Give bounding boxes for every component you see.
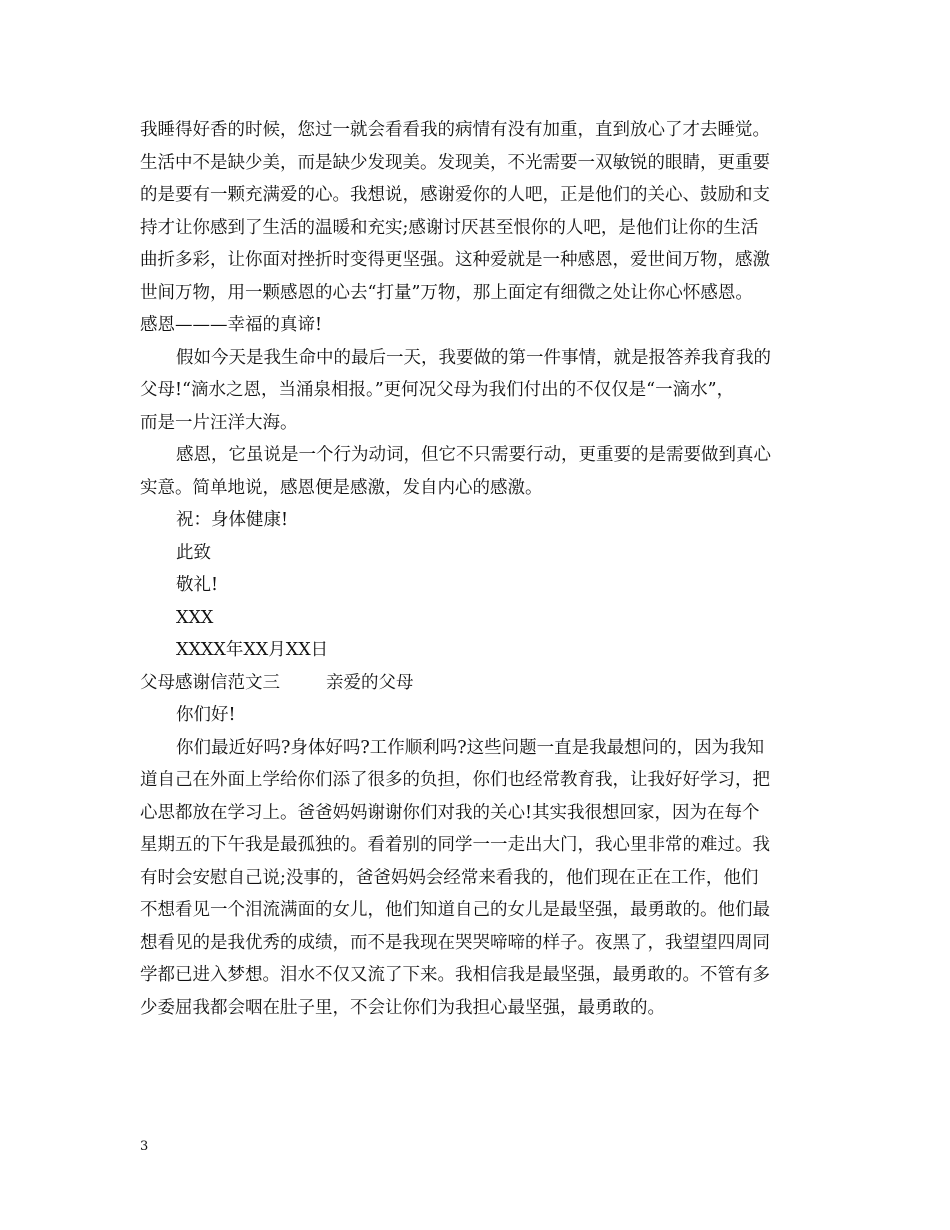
paragraph-line: 心思都放在学习上。爸爸妈妈谢谢你们对我的关心!其实我很想回家，因为在每个 (140, 802, 760, 823)
paragraph-line: 你们好! (176, 705, 236, 725)
section-title: 父母感谢信范文三 (140, 672, 280, 693)
paragraph-line: 敬礼! (176, 575, 219, 595)
paragraph-line: 父母!“滴水之恩，当涌泉相报。”更何况父母为我们付出的不仅仅是“一滴水”， (140, 380, 735, 400)
letter-two-block (140, 114, 828, 667)
paragraph-line: 星期五的下午我是最孤独的。看着别的同学一一走出大门，我心里非常的难过。我 (140, 835, 770, 855)
paragraph-line: 的是要有一颗充满爱的心。我想说，感谢爱你的人吧，正是他们的关心、鼓励和支 (140, 185, 770, 205)
paragraph-line: 曲折多彩，让你面对挫折时变得更坚强。这种爱就是一种感恩，爱世间万物，感激 (140, 250, 770, 270)
paragraph-line: 不想看见一个泪流满面的女儿，他们知道自己的女儿是最坚强，最勇敢的。他们最 (140, 900, 770, 920)
section-heading (140, 667, 828, 700)
paragraph-line: XXXX年XX月XX日 (176, 640, 329, 660)
paragraph-line: 祝：身体健康! (176, 510, 289, 530)
paragraph-line: 道自己在外面上学给你们添了很多的负担，你们也经常教育我，让我好好学习，把 (140, 770, 770, 790)
paragraph-line: 假如今天是我生命中的最后一天，我要做的第一件事情，就是报答养我育我的 (176, 347, 771, 368)
paragraph-line: 感恩———幸福的真谛! (140, 315, 323, 335)
paragraph-line: 持才让你感到了生活的温暖和充实;感谢讨厌甚至恨你的人吧，是他们让你的生活 (140, 217, 759, 238)
paragraph-line: 此致 (176, 542, 211, 563)
paragraph-line: 实意。简单地说，感恩便是感激，发自内心的感激。 (140, 477, 543, 498)
paragraph-line: 学都已进入梦想。泪水不仅又流了下来。我相信我是最坚强，最勇敢的。不管有多 (140, 965, 770, 985)
paragraph-line: 我睡得好香的时候，您过一就会看看我的病情有没有加重，直到放心了才去睡觉。 (140, 120, 770, 140)
paragraph-line: 世间万物，用一颗感恩的心去“打量”万物，那上面定有细微之处让你心怀感恩。 (140, 282, 753, 303)
paragraph-line: 少委屈我都会咽在肚子里，不会让你们为我担心最坚强，最勇敢的。 (140, 997, 665, 1018)
paragraph-line: 你们最近好吗?身体好吗?工作顺利吗?这些问题一直是我最想问的，因为我知 (176, 737, 765, 758)
paragraph-line: 感恩，它虽说是一个行为动词，但它不只需要行动，更重要的是需要做到真心 (176, 445, 771, 465)
paragraph-line: 有时会安慰自己说;没事的，爸爸妈妈会经常来看我的，他们现在正在工作，他们 (140, 867, 759, 888)
letter-three-block (140, 699, 828, 1024)
paragraph-line: 想看见的是我优秀的成绩，而不是我现在哭哭啼啼的样子。夜黑了，我望望四周同 (140, 932, 770, 953)
paragraph-line: XXX (176, 607, 214, 628)
page-number: 3 (140, 1139, 149, 1154)
paragraph-line: 生活中不是缺少美，而是缺少发现美。发现美，不光需要一双敏锐的眼睛，更重要 (140, 152, 770, 173)
paragraph-line: 而是一片汪洋大海。 (140, 412, 298, 433)
document-body (140, 114, 828, 1024)
salutation: 亲爱的父母 (326, 672, 414, 693)
